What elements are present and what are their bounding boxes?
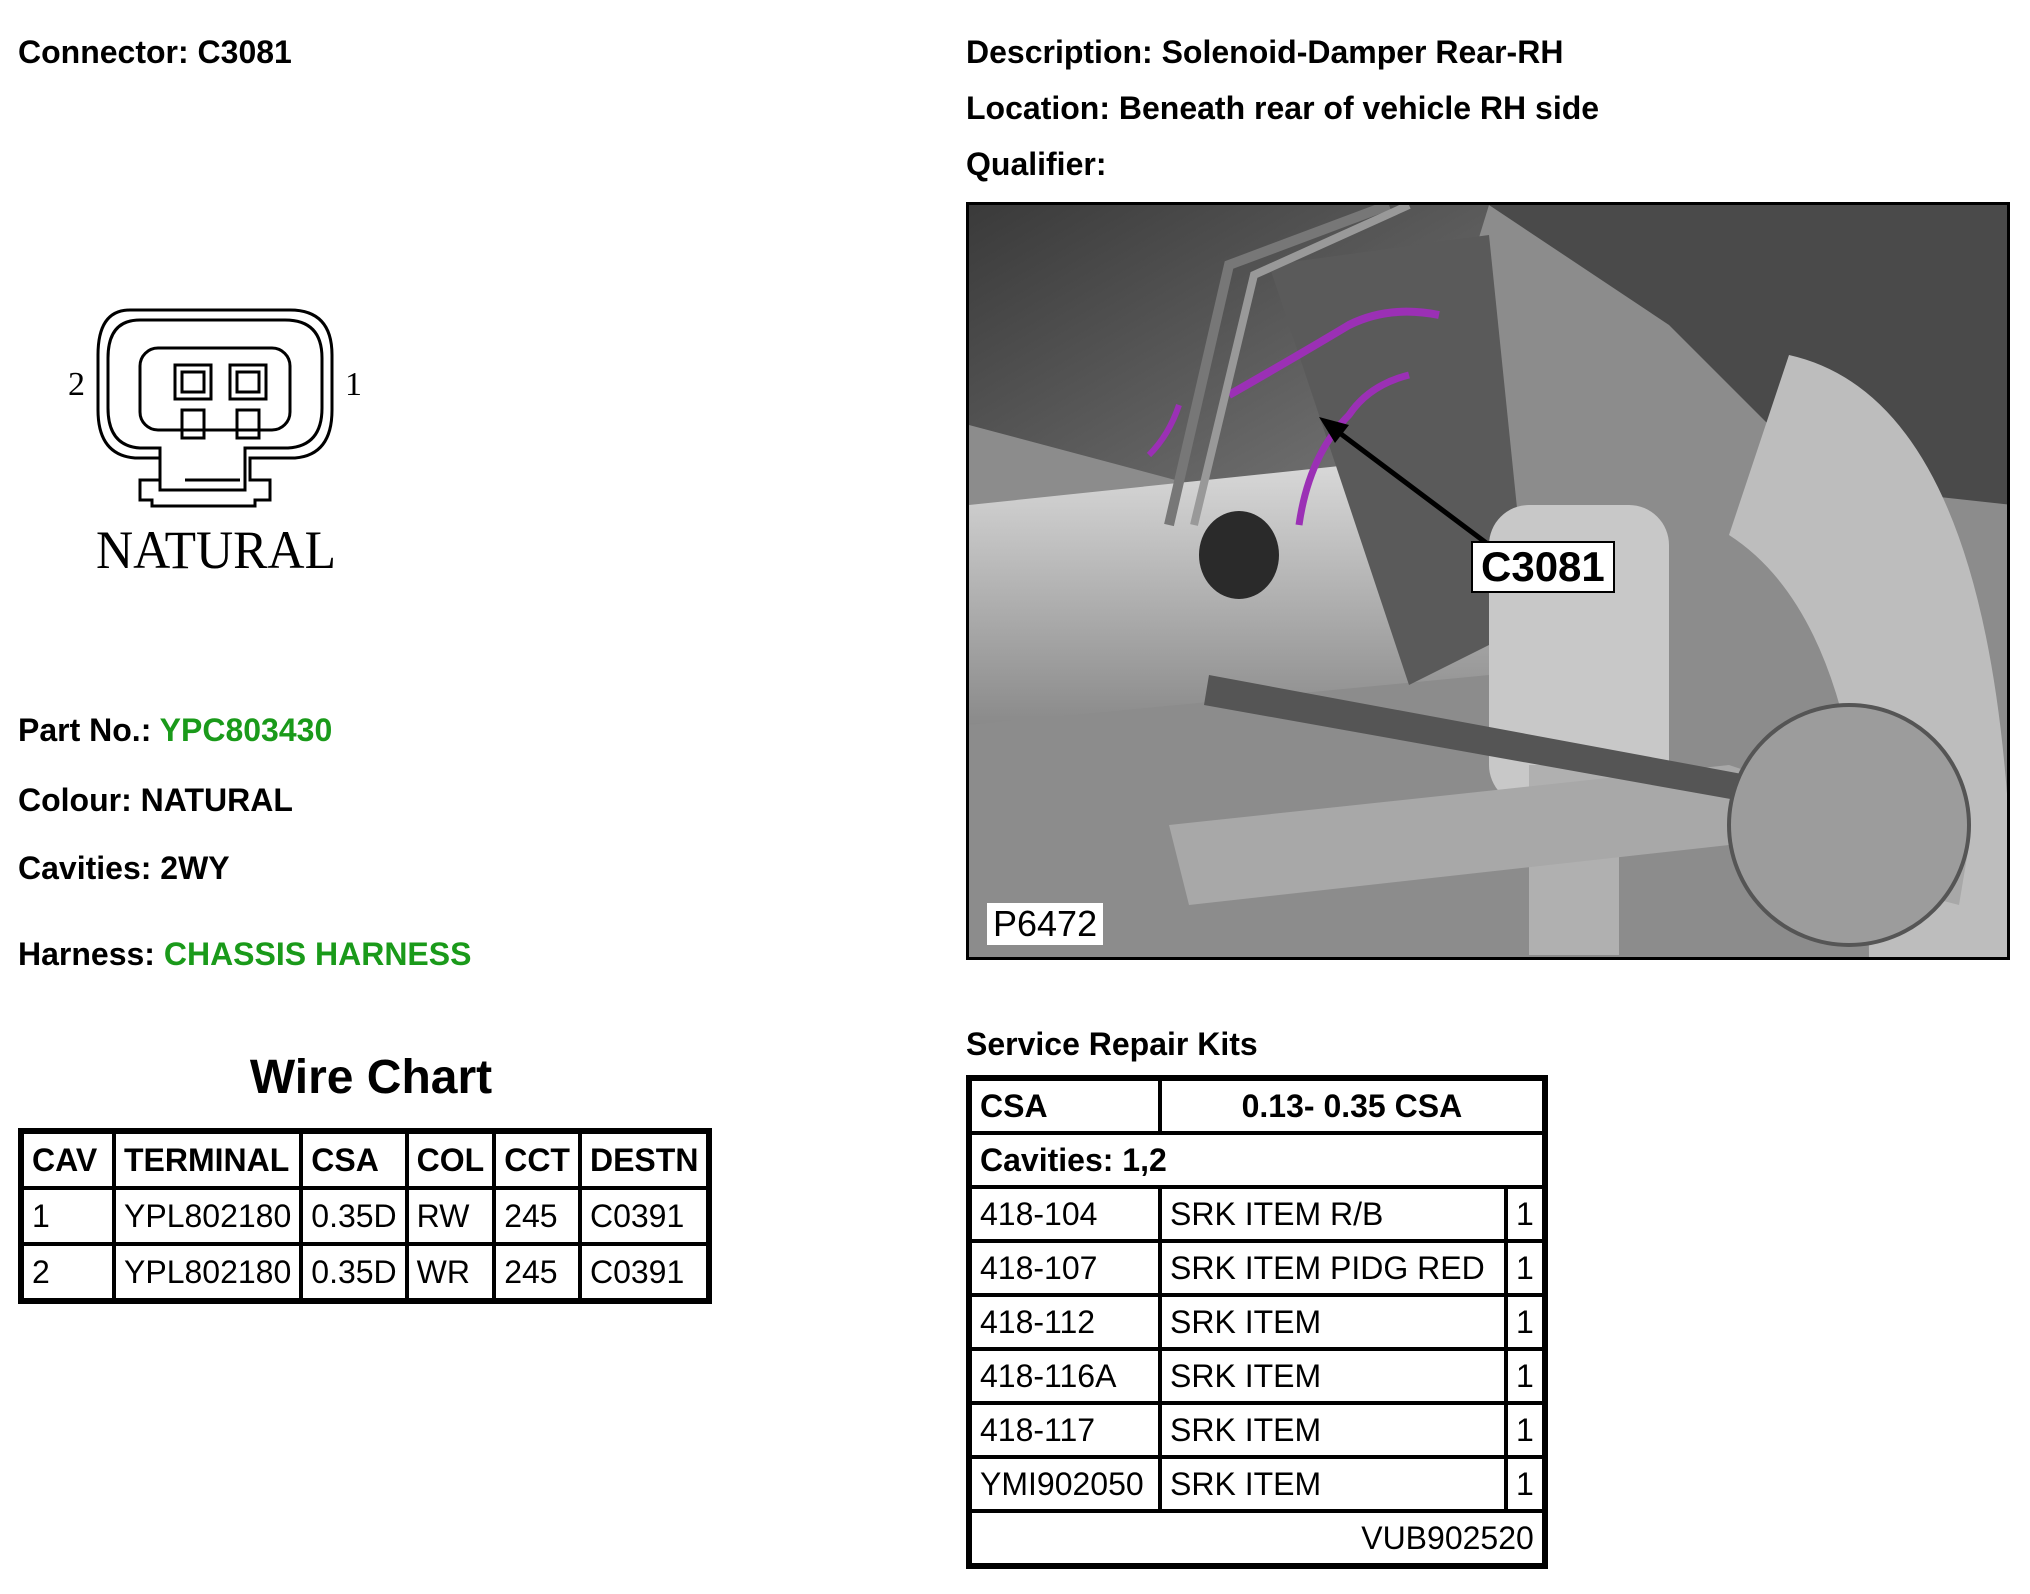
cell-destn: C0391 — [580, 1244, 709, 1301]
qualifier-label: Qualifier: — [966, 146, 1107, 182]
location-value: Beneath rear of vehicle RH side — [1118, 90, 1600, 126]
pin-1-label: 1 — [345, 366, 362, 403]
cavities-label: Cavities: — [18, 850, 152, 886]
table-row — [969, 1187, 1545, 1241]
kit-part-number: 418-117 — [969, 1403, 1160, 1457]
location-label: Location: — [966, 90, 1110, 126]
col-header-terminal: TERMINAL — [114, 1131, 301, 1188]
wire-chart-table — [18, 1128, 712, 1304]
harness-link[interactable]: CHASSIS HARNESS — [163, 936, 472, 972]
service-kits-table — [966, 1075, 1548, 1569]
kits-cavities: Cavities: 1,2 — [969, 1133, 1545, 1187]
cell-csa: 0.35D — [301, 1188, 406, 1244]
description-line — [966, 34, 1563, 71]
connector-id: C3081 — [197, 34, 292, 70]
kits-footer-code: VUB902520 — [969, 1511, 1545, 1566]
connector-heading — [18, 34, 292, 71]
kits-csa-value: 0.13- 0.35 CSA — [1160, 1078, 1545, 1133]
connector-face-diagram — [60, 300, 380, 600]
kit-quantity: 1 — [1506, 1349, 1545, 1403]
cell-csa: 0.35D — [301, 1244, 406, 1301]
kit-description: SRK ITEM — [1160, 1403, 1506, 1457]
col-header-cct: CCT — [494, 1131, 580, 1188]
table-row — [969, 1457, 1545, 1511]
cell-terminal: YPL802180 — [114, 1188, 301, 1244]
table-row — [21, 1244, 709, 1301]
table-row — [969, 1403, 1545, 1457]
wire-chart-title: Wire Chart — [249, 1051, 493, 1104]
kit-part-number: 418-116A — [969, 1349, 1160, 1403]
harness-label: Harness: — [18, 936, 155, 972]
table-row — [969, 1295, 1545, 1349]
connector-label: Connector: — [18, 34, 189, 70]
kits-cavities-row — [969, 1133, 1545, 1187]
description-value: Solenoid-Damper Rear-RH — [1161, 34, 1564, 70]
part-number-label: Part No.: — [18, 712, 152, 748]
cell-destn: C0391 — [580, 1188, 709, 1244]
photo-reference-label: P6472 — [987, 903, 1103, 945]
cell-cct: 245 — [494, 1188, 580, 1244]
service-kits-title: Service Repair Kits — [966, 1026, 1258, 1062]
description-label: Description: — [966, 34, 1153, 70]
kit-quantity: 1 — [1506, 1241, 1545, 1295]
part-number-link[interactable]: YPC803430 — [159, 712, 333, 748]
kit-quantity: 1 — [1506, 1295, 1545, 1349]
col-header-col: COL — [407, 1131, 495, 1188]
colour-value: NATURAL — [140, 782, 293, 818]
cell-cav: 2 — [21, 1244, 114, 1301]
kit-description: SRK ITEM — [1160, 1295, 1506, 1349]
cavities-line — [18, 850, 230, 887]
kit-part-number: 418-104 — [969, 1187, 1160, 1241]
table-row — [969, 1349, 1545, 1403]
kit-quantity: 1 — [1506, 1403, 1545, 1457]
cavities-value: 2WY — [160, 850, 230, 886]
kits-footer-row — [969, 1511, 1545, 1566]
kit-description: SRK ITEM PIDG RED — [1160, 1241, 1506, 1295]
kit-quantity: 1 — [1506, 1187, 1545, 1241]
colour-line — [18, 782, 293, 819]
col-header-cav: CAV — [21, 1131, 114, 1188]
location-photo — [966, 202, 2010, 960]
cell-terminal: YPL802180 — [114, 1244, 301, 1301]
location-line — [966, 90, 1599, 127]
cell-cav: 1 — [21, 1188, 114, 1244]
kits-csa-row — [969, 1078, 1545, 1133]
cell-cct: 245 — [494, 1244, 580, 1301]
kit-part-number: 418-112 — [969, 1295, 1160, 1349]
photo-callout-label: C3081 — [1471, 541, 1615, 593]
kit-description: SRK ITEM — [1160, 1349, 1506, 1403]
table-row — [21, 1188, 709, 1244]
kits-csa-label: CSA — [969, 1078, 1160, 1133]
kit-part-number: YMI902050 — [969, 1457, 1160, 1511]
colour-label: Colour: — [18, 782, 132, 818]
table-row — [969, 1241, 1545, 1295]
kit-description: SRK ITEM — [1160, 1457, 1506, 1511]
diagram-colour-label: NATURAL — [96, 520, 336, 580]
col-header-csa: CSA — [301, 1131, 406, 1188]
pin-2-label: 2 — [68, 366, 85, 403]
cell-col: RW — [407, 1188, 495, 1244]
kit-part-number: 418-107 — [969, 1241, 1160, 1295]
qualifier-line — [966, 146, 1106, 183]
col-header-destn: DESTN — [580, 1131, 709, 1188]
cell-col: WR — [407, 1244, 495, 1301]
kit-description: SRK ITEM R/B — [1160, 1187, 1506, 1241]
kit-quantity: 1 — [1506, 1457, 1545, 1511]
part-number-line — [18, 712, 332, 749]
wire-chart-header-row — [21, 1131, 709, 1188]
harness-line — [18, 936, 471, 973]
